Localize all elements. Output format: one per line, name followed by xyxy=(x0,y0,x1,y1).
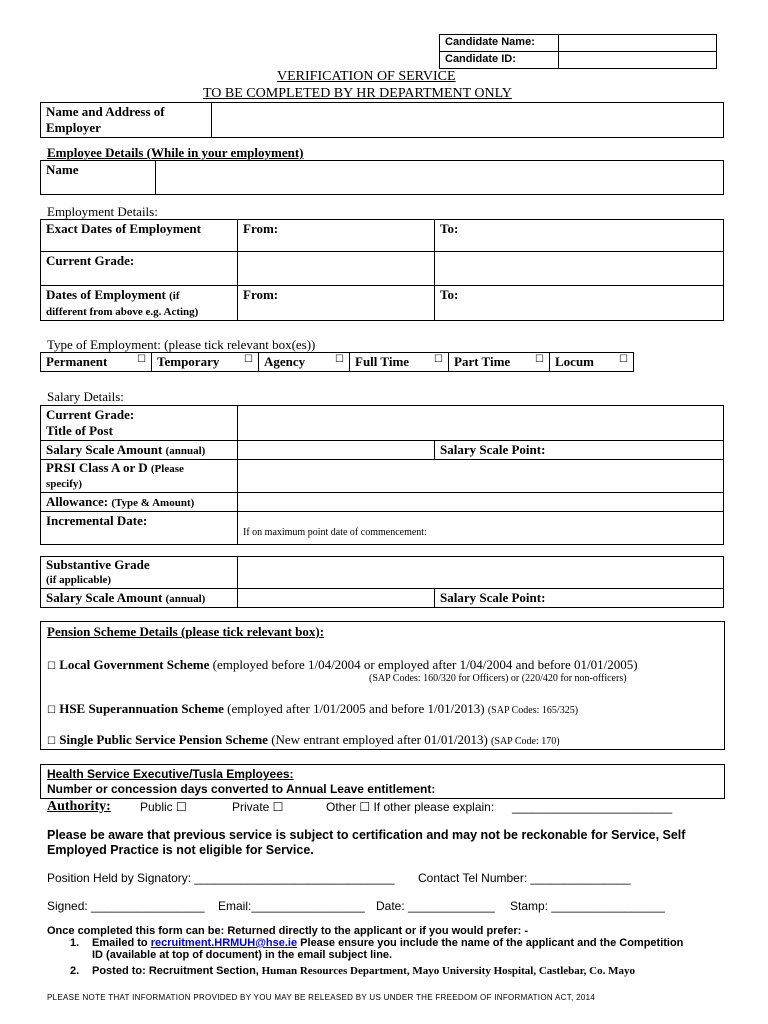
hse-tusla-line2: Number or concession days converted to Annual Leave entitlement: xyxy=(47,782,436,796)
type-locum-label: Locum xyxy=(555,354,594,369)
substantive-grade-text: Substantive Grade xyxy=(46,557,150,572)
pension-hse-name: HSE Superannuation Scheme xyxy=(59,701,224,716)
employer-field[interactable] xyxy=(212,103,724,138)
substantive-grade-field[interactable] xyxy=(238,557,724,589)
salary-grade-post-label xyxy=(41,406,238,441)
type-full-time-label: Full Time xyxy=(355,354,410,369)
employee-details-heading: Employee Details (While in your employment) xyxy=(47,145,304,160)
type-locum-checkbox[interactable]: ☐ xyxy=(619,354,628,365)
type-agency[interactable] xyxy=(259,353,350,372)
to-label: To: xyxy=(440,221,459,236)
employee-table xyxy=(40,160,724,195)
employer-table xyxy=(40,102,724,138)
exact-from-field[interactable] xyxy=(238,220,435,252)
allowance-note: (Type & Amount) xyxy=(111,497,195,509)
pension-single-name: Single Public Service Pension Scheme xyxy=(59,732,268,747)
incremental-date-field[interactable] xyxy=(238,512,724,545)
prsi-field[interactable] xyxy=(238,460,724,493)
pension-local xyxy=(47,657,638,673)
employee-name-label: Name xyxy=(41,161,156,195)
employer-label-line1: Name and Address of xyxy=(46,104,165,119)
authority-label: Authority: xyxy=(47,799,111,814)
substantive-if-applicable: (if applicable) xyxy=(46,574,112,586)
pension-single-checkbox[interactable]: ☐ xyxy=(47,736,56,747)
salary-scale-amount-label xyxy=(41,441,238,460)
type-part-time[interactable] xyxy=(449,353,550,372)
return-item2-num: 2. xyxy=(70,965,80,977)
current-grade-field-b[interactable] xyxy=(435,252,724,286)
employment-details-heading: Employment Details: xyxy=(47,204,158,219)
dates-of-employment-label xyxy=(41,286,238,321)
position-held-field[interactable]: Position Held by Signatory: ______________________________ xyxy=(47,871,395,885)
type-table xyxy=(40,352,634,372)
from2-label: From: xyxy=(243,287,279,302)
authority-explain-field[interactable]: ________________________ xyxy=(512,800,673,814)
stamp-field[interactable]: Stamp: _________________ xyxy=(510,899,665,913)
salary-scale-amount-field[interactable] xyxy=(238,441,435,460)
allowance-text: Allowance: xyxy=(46,494,109,509)
type-temporary[interactable] xyxy=(152,353,259,372)
type-permanent[interactable] xyxy=(41,353,152,372)
substantive-annual: (annual) xyxy=(165,593,206,605)
type-full-time-checkbox[interactable]: ☐ xyxy=(434,354,443,365)
type-permanent-checkbox[interactable]: ☐ xyxy=(137,354,146,365)
authority-other[interactable]: Other ☐ If other please explain: xyxy=(326,800,495,814)
pension-local-codes: (SAP Codes: 160/320 for Officers) or (220/420 for non-officers) xyxy=(369,673,627,684)
hse-tusla-line1: Health Service Executive/Tusla Employees: xyxy=(47,767,294,781)
pension-single-desc: (New entrant employed after 01/01/2013) xyxy=(271,732,488,747)
pension-local-desc: (employed before 1/04/2004 or employed after 1/04/2004 and before 01/01/2005) xyxy=(212,657,638,672)
salary-grade-post-field[interactable] xyxy=(238,406,724,441)
form-title-line2: TO BE COMPLETED BY HR DEPARTMENT ONLY xyxy=(203,86,512,101)
signed-field[interactable]: Signed: _________________ xyxy=(47,899,205,913)
return-item1-num: 1. xyxy=(70,937,80,949)
pension-local-checkbox[interactable]: ☐ xyxy=(47,661,56,672)
type-heading: Type of Employment: (please tick relevant box(es)) xyxy=(47,337,316,352)
salary-heading: Salary Details: xyxy=(47,389,124,404)
candidate-name-label: Candidate Name: xyxy=(440,35,559,52)
candidate-name-field[interactable] xyxy=(559,35,717,52)
substantive-scale-point-field[interactable] xyxy=(435,589,724,608)
pension-single-codes: (SAP Code: 170) xyxy=(491,736,560,747)
salary-current-grade: Current Grade: xyxy=(46,407,135,422)
dates-note-a: (if xyxy=(169,290,180,302)
return-item1 xyxy=(92,937,732,961)
from-label: From: xyxy=(243,221,279,236)
allowance-label xyxy=(41,493,238,512)
authority-private[interactable]: Private ☐ xyxy=(232,800,284,814)
substantive-scale-amount-label xyxy=(41,589,238,608)
pension-box xyxy=(40,621,725,750)
type-full-time[interactable] xyxy=(350,353,449,372)
return-item2 xyxy=(92,965,635,977)
to2-label: To: xyxy=(440,287,459,302)
dates-note-b: different from above e.g. Acting) xyxy=(46,306,199,318)
exact-dates-label: Exact Dates of Employment xyxy=(41,220,238,252)
recruitment-email-link[interactable]: recruitment.HRMUH@hse.ie xyxy=(150,937,298,949)
return-item1-line2: ID (available at top of document) in the email subject line. xyxy=(92,949,393,961)
salary-scale-amount: Salary Scale Amount xyxy=(46,442,163,457)
hse-tusla-box xyxy=(40,764,725,799)
type-locum[interactable] xyxy=(550,353,634,372)
return-intro: Once completed this form can be: Returned directly to the applicant or if you would prefer: - xyxy=(47,925,529,937)
salary-scale-point: Salary Scale Point: xyxy=(440,442,546,457)
foi-footer: PLEASE NOTE THAT INFORMATION PROVIDED BY YOU MAY BE RELEASED BY US UNDER THE FREEDOM OF INFORMATION ACT, 2014 xyxy=(47,993,596,1002)
employment-table xyxy=(40,219,724,321)
return-item2-pre: Posted to: Recruitment Section, xyxy=(92,965,259,977)
return-item2-address: Human Resources Department, Mayo University Hospital, Castlebar, Co. Mayo xyxy=(261,965,635,977)
authority-public[interactable]: Public ☐ xyxy=(140,800,187,814)
candidate-id-label: Candidate ID: xyxy=(440,52,559,69)
pension-hse-desc: (employed after 1/01/2005 and before 1/01/2013) xyxy=(227,701,485,716)
employer-label-line2: Employer xyxy=(46,120,101,135)
type-agency-label: Agency xyxy=(264,354,306,369)
exact-to-field[interactable] xyxy=(435,220,724,252)
allowance-field[interactable] xyxy=(238,493,724,512)
current-grade-label: Current Grade: xyxy=(41,252,238,286)
pension-hse xyxy=(47,701,578,717)
dates-from-field[interactable] xyxy=(238,286,435,321)
substantive-scale-point: Salary Scale Point: xyxy=(440,590,546,605)
type-part-time-label: Part Time xyxy=(454,354,511,369)
salary-table xyxy=(40,405,724,545)
candidate-table xyxy=(439,34,717,69)
salary-title-of-post: Title of Post xyxy=(46,423,113,438)
date-field[interactable]: Date: _____________ xyxy=(376,899,495,913)
substantive-scale-amount-field[interactable] xyxy=(238,589,435,608)
incremental-note: If on maximum point date of commencement: xyxy=(243,527,427,538)
type-permanent-label: Permanent xyxy=(46,354,108,369)
return-item1-pre: Emailed to xyxy=(92,937,148,949)
form-title-line1: VERIFICATION OF SERVICE xyxy=(277,69,456,84)
email-field[interactable]: Email:_________________ xyxy=(218,899,365,913)
certification-notice: Please be aware that previous service is subject to certification and may not be reckonable for Service, Self Employed Practice is not eligible for Service. xyxy=(47,828,686,857)
prsi-text: PRSI Class A or D xyxy=(46,460,148,475)
prsi-note-b: specify) xyxy=(46,478,83,490)
dates-label: Dates of Employment xyxy=(46,287,166,302)
pension-heading: Pension Scheme Details (please tick relevant box): xyxy=(47,624,325,639)
salary-annual: (annual) xyxy=(165,445,206,457)
incremental-date-label: Incremental Date: xyxy=(41,512,238,545)
return-item1-post: Please ensure you include the name of the applicant and the Competition xyxy=(300,937,684,949)
type-temporary-checkbox[interactable]: ☐ xyxy=(244,354,253,365)
pension-hse-codes: (SAP Codes: 165/325) xyxy=(487,705,579,716)
pension-single xyxy=(47,732,560,748)
salary-scale-point-field[interactable] xyxy=(435,441,724,460)
dates-to-field[interactable] xyxy=(435,286,724,321)
contact-tel-field[interactable]: Contact Tel Number: _______________ xyxy=(418,871,631,885)
pension-hse-checkbox[interactable]: ☐ xyxy=(47,705,56,716)
pension-local-name: Local Government Scheme xyxy=(59,657,210,672)
prsi-label xyxy=(41,460,238,493)
substantive-scale-amount: Salary Scale Amount xyxy=(46,590,163,605)
prsi-note-a: (Please xyxy=(150,463,184,475)
current-grade-field-a[interactable] xyxy=(238,252,435,286)
employee-name-field[interactable] xyxy=(156,161,724,195)
type-part-time-checkbox[interactable]: ☐ xyxy=(535,354,544,365)
candidate-id-field[interactable] xyxy=(559,52,717,69)
type-temporary-label: Temporary xyxy=(157,354,220,369)
substantive-table xyxy=(40,556,724,608)
employer-label xyxy=(41,103,212,138)
substantive-grade-label xyxy=(41,557,238,589)
type-agency-checkbox[interactable]: ☐ xyxy=(335,354,344,365)
